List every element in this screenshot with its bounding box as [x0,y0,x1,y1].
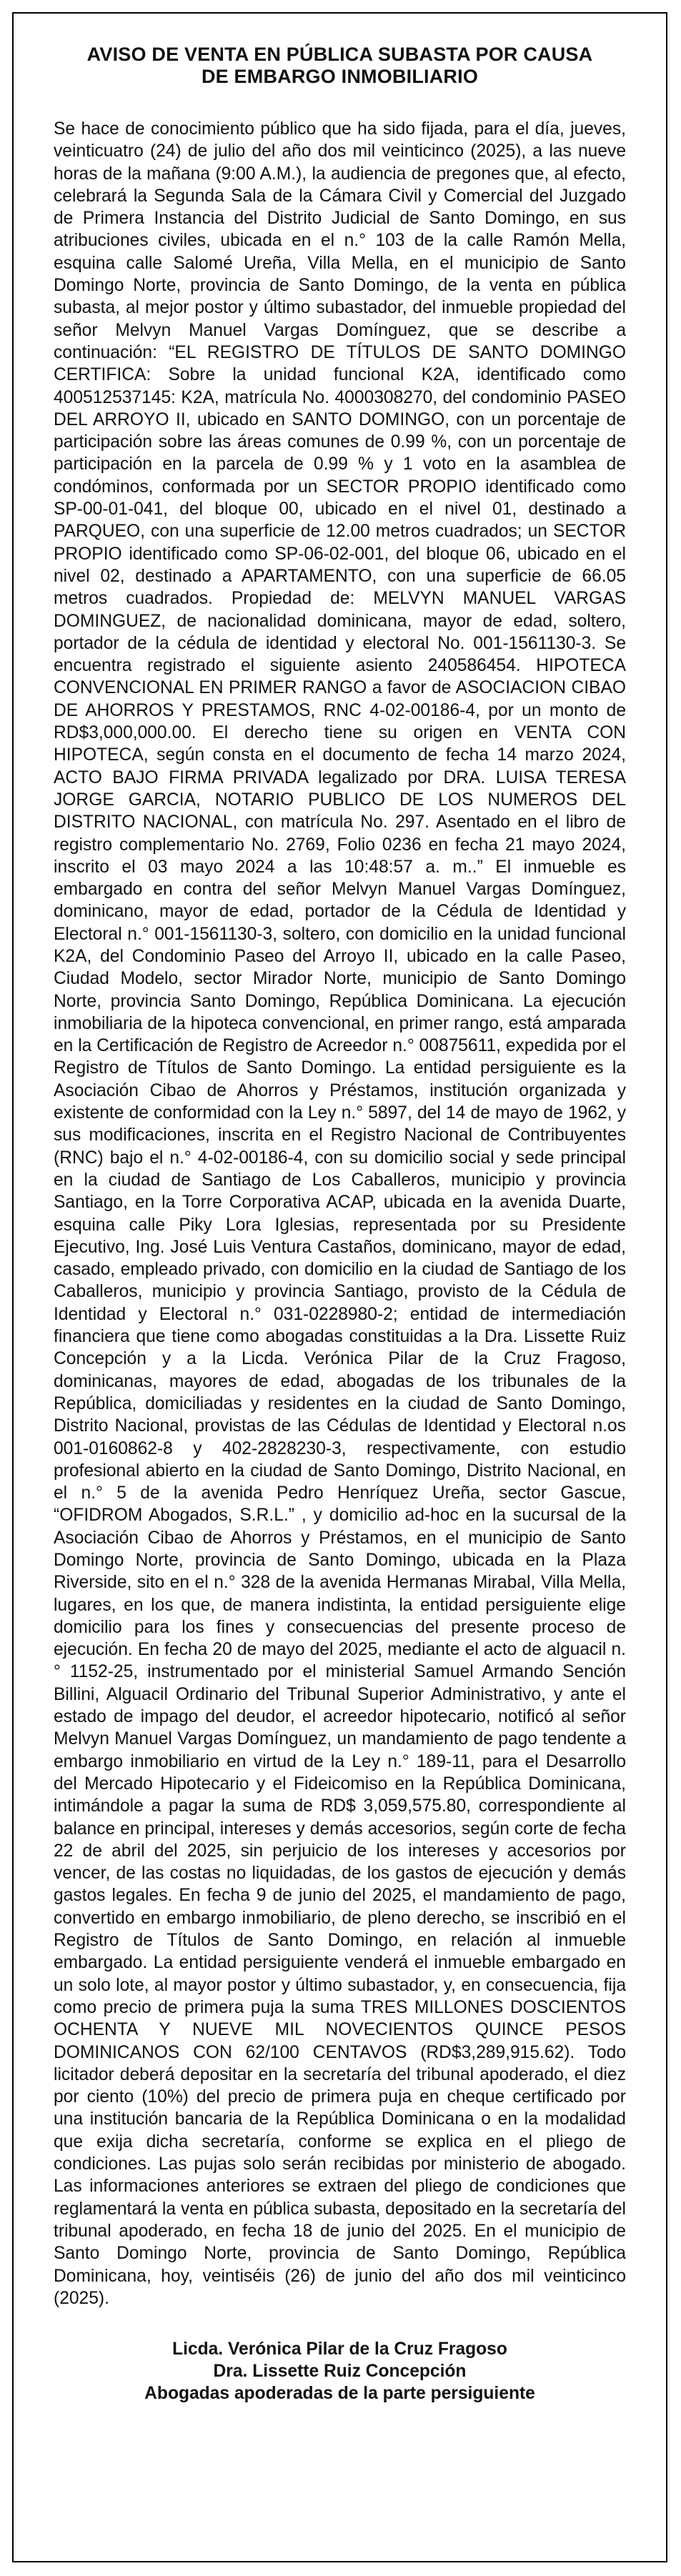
notice-body: Se hace de conocimiento público que ha sido fijada, para el día, jueves, veinticuatro (24) de julio del año dos mil veinticinco (2025), a las nueve horas de la mañana (9:00 A.M.), la audiencia de pregones que, al efecto, celebrará la Segunda Sala de la Cámara Civil y Comercial del Juzgado de Primera Instancia del Distrito Judicial de Santo Domingo, en sus atribuciones civiles, ubicada en el n.° 103 de la calle Ramón Mella, esquina calle Salomé Ureña, Villa Mella, en el municipio de Santo Domingo Norte, provincia de Santo Domingo, de la venta en pública subasta, al mejor postor y último subastador, del inmueble propiedad del señor Melvyn Manuel Vargas Domínguez, que se describe a continuación: “EL REGISTRO DE TÍTULOS DE SANTO DOMINGO CERTIFICA: Sobre la unidad funcional K2A, identificado como 400512537145: K2A, matrícula No. 4000308270, del condominio PASEO DEL ARROYO II, ubicado en SANTO DOMINGO, con un porcentaje de participación sobre las áreas comunes de 0.99 %, con un porcentaje de participación en la parcela de 0.99 % y 1 voto en la asamblea de condóminos, conformada por un SECTOR PROPIO identificado como SP-00-01-041, del bloque 00, ubicado en el nivel 01, destinado a PARQUEO, con una superficie de 12.00 metros cuadrados; un SECTOR PROPIO identificado como SP-06-02-001, del bloque 06, ubicado en el nivel 02, destinado a APARTAMENTO, con una superficie de 66.05 metros cuadrados. Propiedad de: MELVYN MANUEL VARGAS DOMINGUEZ, de nacionalidad dominicana, mayor de edad, soltero, portador de la cédula de identidad y electoral No. 001-1561130-3. Se encuentra registrado el siguiente asiento 240586454. HIPOTECA CONVENCIONAL EN PRIMER RANGO a favor de ASOCIACION CIBAO DE AHORROS Y PRESTAMOS, RNC 4-02-00186-4, por un monto de RD$3,000,000.00. El derecho tiene su origen en VENTA CON HIPOTECA, según consta en el documento de fecha 14 marzo 2024, ACTO BAJO FIRMA PRIVADA legalizado por DRA. LUISA TERESA JORGE GARCIA, NOTARIO PUBLICO DE LOS NUMEROS DEL DISTRITO NACIONAL, con matrícula No. 297. Asentado en el libro de registro complementario No. 2769, Folio 0236 en fecha 21 mayo 2024, inscrito el 03 mayo 2024 a las 10:48:57 a. m..” El inmueble es embargado en contra del señor Melvyn Manuel Vargas Domínguez, dominicano, mayor de edad, portador de la Cédula de Identidad y Electoral n.° 001-1561130-3, soltero, con domicilio en la unidad funcional K2A, del Condominio Paseo del Arroyo II, ubicado en la calle Paseo, Ciudad Modelo, sector Mirador Norte, municipio de Santo Domingo Norte, provincia Santo Domingo, República Dominicana. La ejecución inmobiliaria de la hipoteca convencional, en primer rango, está amparada en la Certificación de Registro de Acreedor n.° 00875611, expedida por el Registro de Títulos de Santo Domingo. La entidad persiguiente es la Asociación Cibao de Ahorros y Préstamos, institución organizada y existente de conformidad con la Ley n.° 5897, del 14 de mayo de 1962, y sus modificaciones, inscrita en el Registro Nacional de Contribuyentes (RNC) bajo el n.° 4-02-00186-4, con su domicilio social y sede principal en la ciudad de Santiago de Los Caballeros, municipio y provincia Santiago, en la Torre Corporativa ACAP, ubicada en la avenida Duarte, esquina calle Piky Lora Iglesias, representada por su Presidente Ejecutivo, Ing. José Luis Ventura Castaños, dominicano, mayor de edad, casado, empleado privado, con domicilio en la ciudad de Santiago de los Caballeros, municipio y provincia Santiago, provisto de la Cédula de Identidad y Electoral n.° 031-0228980-2; entidad de intermediación financiera que tiene como abogadas constituidas a la Dra. Lissette Ruiz Concepción y a la Licda. Verónica Pilar de la Cruz Fragoso, dominicanas, mayores de edad, abogadas de los tribunales de la República, domiciliadas y residentes en la ciudad de Santo Domingo, Distrito Nacional, provistas de las Cédulas de Identidad y Electoral n.os 001-0160862-8 y 402-2828230-3, respectivamente, con estudio profesional abierto en la ciudad de Santo Domingo, Distrito Nacional, en el n.° 5 de la avenida Pedro Henríquez Ureña, sector Gascue, “OFIDROM Abogados, S.R.L.” , y domicilio ad-hoc en la sucursal de la Asociación Cibao de Ahorros y Préstamos, en el municipio de Santo Domingo Norte, provincia de Santo Domingo, ubicada en la Plaza Riverside, sito en el n.° 328 de la avenida Hermanas Mirabal, Villa Mella, lugares, en los que, de manera indistinta, la entidad persiguiente elige domicilio para los fines y consecuencias del presente proceso de ejecución. En fecha 20 de mayo del 2025, mediante el acto de alguacil n.° 1152-25, instrumentado por el ministerial Samuel Armando Sención Billini, Alguacil Ordinario del Tribunal Superior Administrativo, y ante el estado de impago del deudor, el acreedor hipotecario, notificó al señor Melvyn Manuel Vargas Domínguez, un mandamiento de pago tendente a embargo inmobiliario en virtud de la Ley n.° 189-11, para el Desarrollo del Mercado Hipotecario y el Fideicomiso en la República Dominicana, intimándole a pagar la suma de RD$ 3,059,575.80, correspondiente al balance en principal, intereses y demás accesorios, según corte de fecha 22 de abril del 2025, sin perjuicio de los intereses y accesorios por vencer, de las costas no liquidadas, de los gastos de ejecución y demás gastos legales. En fecha 9 de junio del 2025, el mandamiento de pago, convertido en embargo inmobiliario, de pleno derecho, se inscribió en el Registro de Títulos de Santo Domingo, en relación al inmueble embargado. La entidad persiguiente venderá el inmueble embargado en un solo lote, al mayor postor y último subastador, y, en consecuencia, fija como precio de primera puja la suma TRES MILLONES DOSCIENTOS OCHENTA Y NUEVE MIL NOVECIENTOS QUINCE PESOS DOMINICANOS CON 62/100 CENTAVOS (RD$3,289,915.62). Todo licitador deberá depositar en la secretaría del tribunal apoderado, el diez por ciento (10%) del precio de primera puja en cheque certificado por una institución bancaria de la República Dominicana o en la modalidad que exija dicha secretaría, conforme se explica en el pliego de condiciones. Las pujas solo serán recibidas por ministerio de abogado. Las informaciones anteriores se extraen del pliego de condiciones que reglamentará la venta en pública subasta, depositado en la secretaría del tribunal apoderado, en fecha 18 de junio del 2025. En el municipio de Santo Domingo Norte, provincia de Santo Domingo, República Dominicana, hoy, veintiséis (26) de junio del año dos mil veinticinco (2025). [54,119,626,2308]
signatory-1: Licda. Verónica Pilar de la Cruz Fragoso [172,2339,507,2359]
signature-block [54,2338,626,2405]
signatory-2: Dra. Lissette Ruiz Concepción [213,2362,467,2382]
notice-title-line-2: DE EMBARGO INMOBILIARIO [201,66,479,87]
notice-title [54,44,626,88]
legal-notice [12,12,667,2562]
signatory-role: Abogadas apoderadas de la parte persiguiente [144,2384,535,2404]
notice-title-line-1: AVISO DE VENTA EN PÚBLICA SUBASTA POR CAUSA [86,44,593,65]
